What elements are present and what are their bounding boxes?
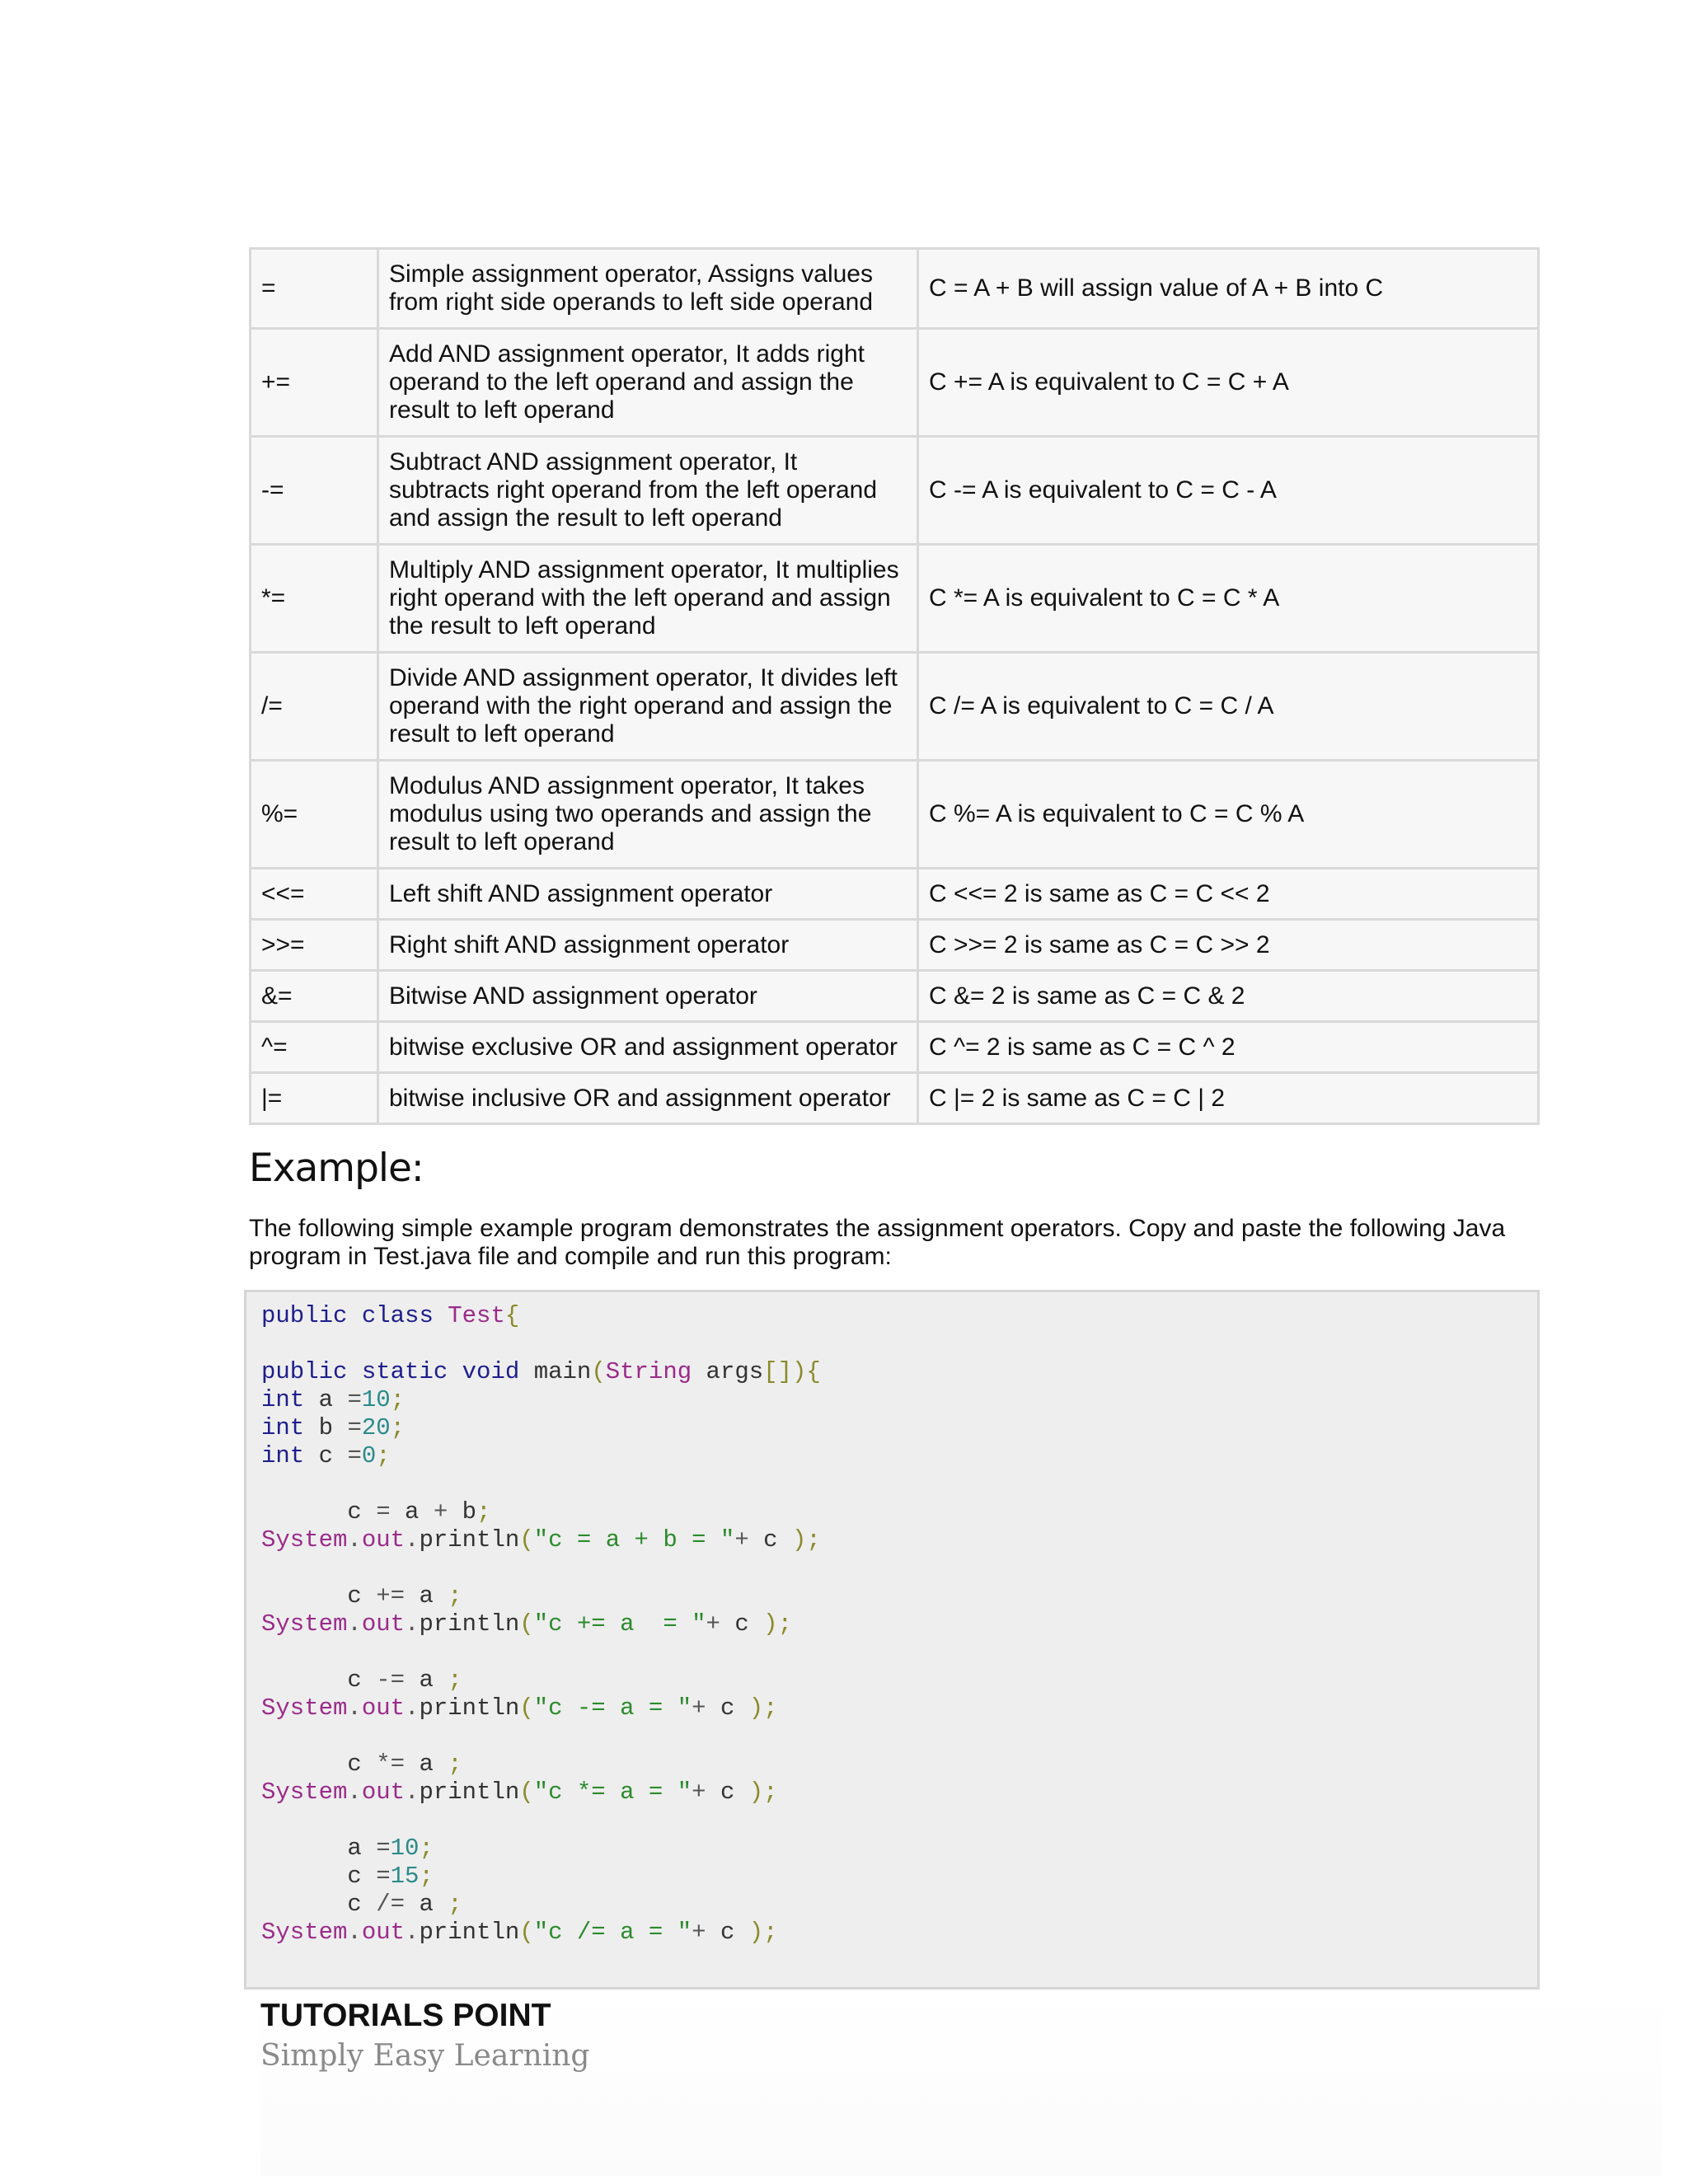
code-line: System.out.println("c -= a = "+ c ); [261,1694,778,1722]
description-cell [378,1022,918,1073]
description-line: Divide AND assignment operator, It divides left [389,664,898,691]
description-line: operand with the right operand and assign the [389,692,893,719]
description-cell [378,653,918,761]
description-line: and assign the result to left operand [389,504,782,532]
operator-cell: /= [251,653,378,761]
description-line: right operand with the left operand and assign [389,584,891,612]
operator-cell: <<= [251,869,378,920]
code-line: c -= a ; [347,1666,462,1694]
example-cell: C ^= 2 is same as C = C ^ 2 [918,1022,1539,1073]
operator-cell: >>= [251,920,378,971]
operator-cell: = [251,249,378,329]
table-row [251,437,1539,545]
description-cell [378,329,918,437]
example-cell: C |= 2 is same as C = C | 2 [918,1073,1539,1124]
operator-cell: += [251,329,378,437]
operator-cell: -= [251,437,378,545]
code-block [244,1290,1540,1990]
description-line: bitwise exclusive OR and assignment operator [389,1033,898,1061]
assignment-operators-table [249,247,1540,1125]
description-line: result to left operand [389,828,615,855]
operator-cell: |= [251,1073,378,1124]
example-cell: C >>= 2 is same as C = C >> 2 [918,920,1539,971]
description-cell [378,920,918,971]
code-line: int a =10; [261,1386,406,1413]
description-line: Add AND assignment operator, It adds right [389,340,865,368]
description-cell [378,249,918,329]
code-line: c =15; [347,1863,434,1890]
table-row [251,249,1539,329]
code-line: int b =20; [261,1414,406,1441]
example-cell: C -= A is equivalent to C = C - A [918,437,1539,545]
description-line: result to left operand [389,396,615,424]
description-cell [378,1073,918,1124]
operator-cell: %= [251,761,378,869]
code-line: c = a + b; [347,1498,491,1526]
operator-cell: ^= [251,1022,378,1073]
code-line: System.out.println("c = a + b = "+ c ); [261,1526,821,1554]
table-row [251,653,1539,761]
example-cell: C %= A is equivalent to C = C % A [918,761,1539,869]
description-line: bitwise inclusive OR and assignment operator [389,1084,891,1112]
description-line: Left shift AND assignment operator [389,879,773,907]
table-row [251,761,1539,869]
example-cell: C /= A is equivalent to C = C / A [918,653,1539,761]
description-cell [378,971,918,1022]
example-cell: C <<= 2 is same as C = C << 2 [918,869,1539,920]
operator-cell: &= [251,971,378,1022]
table-row [251,1073,1539,1124]
java-code [261,1302,821,1947]
table-row [251,920,1539,971]
description-line: modulus using two operands and assign the [389,800,872,827]
description-line: Right shift AND assignment operator [389,930,790,958]
description-line: subtracts right operand from the left operand [389,476,878,504]
table-row [251,971,1539,1022]
code-line: int c =0; [261,1442,391,1469]
example-intro [249,1215,1543,1271]
intro-line: program in Test.java file and compile and run this program: [249,1243,892,1270]
code-line: System.out.println("c /= a = "+ c ); [261,1919,778,1946]
description-line: the result to left operand [389,612,656,640]
code-line: public static void main(String args[]){ [261,1358,821,1385]
operator-cell: *= [251,545,378,653]
example-cell: C *= A is equivalent to C = C * A [918,545,1539,653]
code-line: System.out.println("c *= a = "+ c ); [261,1779,778,1806]
table-row [251,545,1539,653]
example-cell: C = A + B will assign value of A + B into C [918,249,1539,329]
code-line: a =10; [347,1835,434,1862]
table-row [251,869,1539,920]
description-cell [378,869,918,920]
description-line: Multiply AND assignment operator, It multiplies [389,556,899,583]
example-cell: C &= 2 is same as C = C & 2 [918,971,1539,1022]
description-line: result to left operand [389,720,615,748]
code-line: c /= a ; [347,1891,462,1918]
description-line: Bitwise AND assignment operator [389,982,757,1010]
description-cell [378,761,918,869]
description-cell [378,437,918,545]
brand-title: TUTORIALS POINT [260,1998,551,2033]
code-line: c += a ; [347,1582,462,1610]
example-cell: C += A is equivalent to C = C + A [918,329,1539,437]
description-line: Modulus AND assignment operator, It takes [389,772,865,799]
brand-tagline: Simply Easy Learning [260,2039,590,2073]
code-line: System.out.println("c += a = "+ c ); [261,1610,792,1638]
description-cell [378,545,918,653]
intro-line: The following simple example program demonstrates the assignment operators. Copy and paste the following Java [249,1215,1506,1242]
example-heading: Example: [249,1146,424,1191]
description-line: from right side operands to left side operand [389,288,874,316]
code-line: public class Test{ [261,1302,520,1329]
description-line: Simple assignment operator, Assigns values [389,260,873,288]
code-line: c *= a ; [347,1750,462,1778]
table-row [251,329,1539,437]
table-row [251,1022,1539,1073]
description-line: Subtract AND assignment operator, It [389,448,798,476]
footer [260,1994,1662,2176]
description-line: operand to the left operand and assign the [389,368,854,396]
